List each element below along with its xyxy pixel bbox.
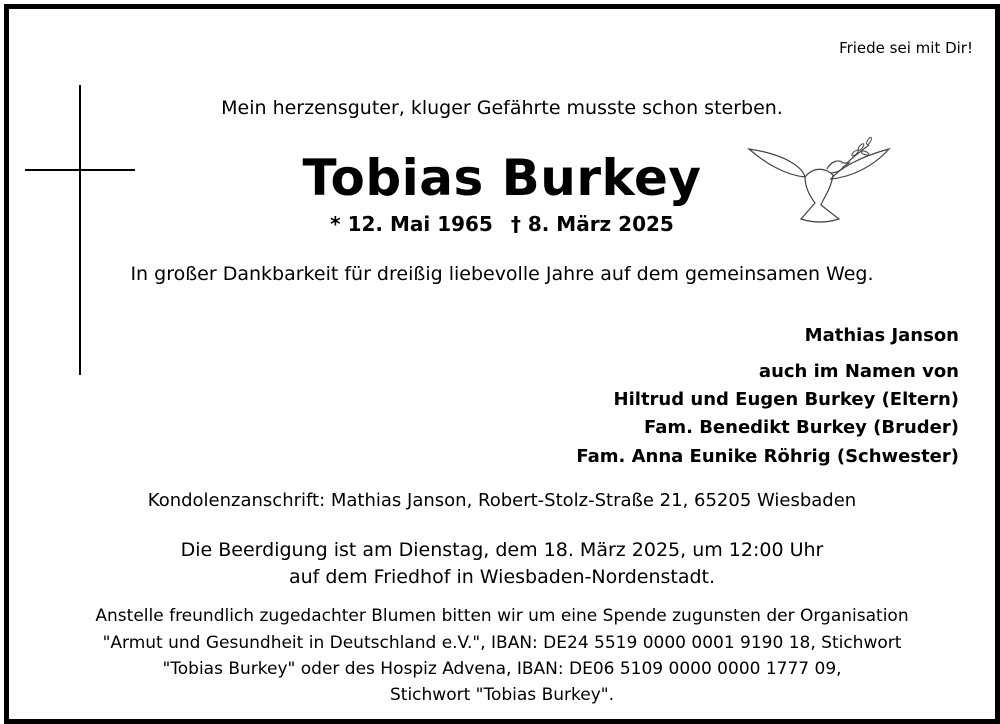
relative-line: Fam. Benedikt Burkey (Bruder) bbox=[643, 417, 959, 438]
donation-line: "Tobias Burkey" oder des Hospiz Advena, IBAN: DE06 5109 0000 0000 1777 09, bbox=[162, 659, 842, 679]
donation-line: "Armut und Gesundheit in Deutschland e.V.", IBAN: DE24 5519 0000 0001 9190 18, Stichwort bbox=[102, 633, 902, 653]
death-date: † 8. März 2025 bbox=[510, 212, 674, 236]
donation-line: Anstelle freundlich zugedachter Blumen bitten wir um eine Spende zugunsten der Organisation bbox=[95, 606, 909, 626]
motto: Friede sei mit Dir! bbox=[839, 39, 973, 57]
intro-line: Mein herzensguter, kluger Gefährte musste schon sterben. bbox=[221, 97, 783, 119]
condolence-address: Kondolenzanschrift: Mathias Janson, Robert-Stolz-Straße 21, 65205 Wiesbaden bbox=[147, 490, 857, 511]
thanks-line: In großer Dankbarkeit für dreißig liebevolle Jahre auf dem gemeinsamen Weg. bbox=[130, 263, 874, 285]
birth-date: * 12. Mai 1965 bbox=[330, 212, 493, 236]
on-behalf-line: auch im Namen von bbox=[758, 361, 959, 382]
funeral-line: Die Beerdigung ist am Dienstag, dem 18. März 2025, um 12:00 Uhr bbox=[180, 539, 824, 561]
obituary-notice bbox=[4, 4, 1000, 724]
signer-name: Mathias Janson bbox=[804, 325, 959, 346]
donation-line: Stichwort "Tobias Burkey". bbox=[390, 685, 614, 705]
deceased-name: Tobias Burkey bbox=[302, 149, 702, 207]
life-dates bbox=[9, 212, 995, 236]
relative-line: Fam. Anna Eunike Röhrig (Schwester) bbox=[576, 446, 959, 467]
funeral-line: auf dem Friedhof in Wiesbaden-Nordenstadt. bbox=[288, 566, 716, 588]
relative-line: Hiltrud und Eugen Burkey (Eltern) bbox=[613, 389, 959, 410]
